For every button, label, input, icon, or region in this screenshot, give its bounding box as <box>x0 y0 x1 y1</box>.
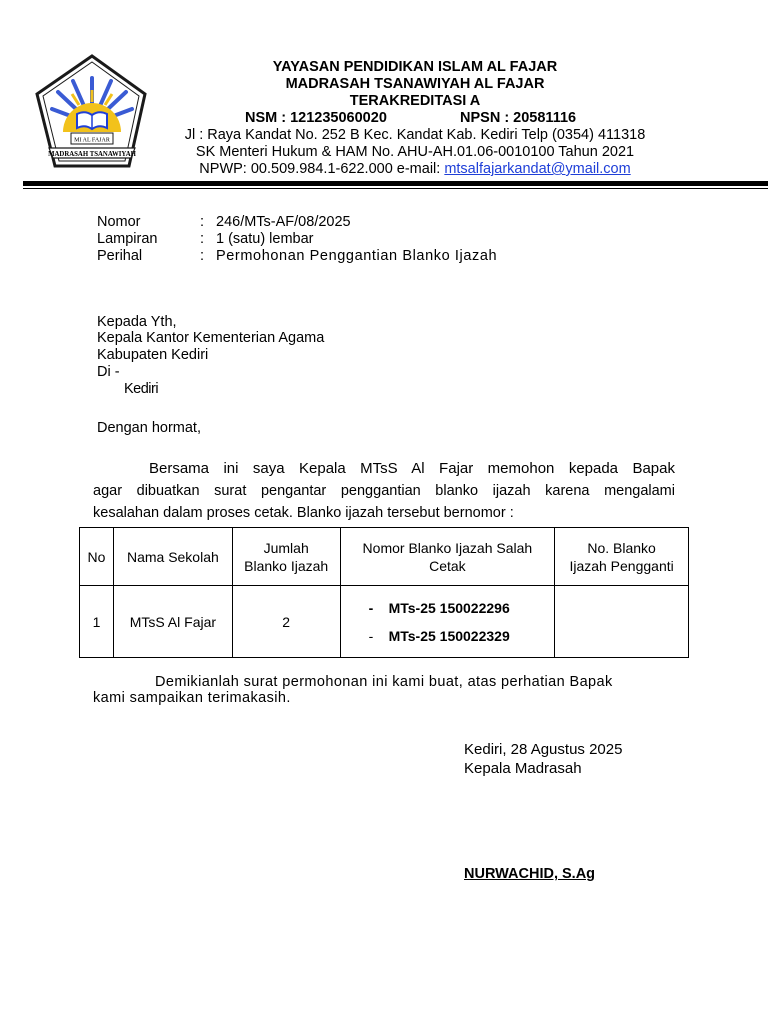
meta-perihal <box>97 248 497 264</box>
closing-line-1: Demikianlah surat permohonan ini kami buat, atas perhatian Bapak <box>155 674 613 690</box>
npwp-line <box>165 161 665 177</box>
header-repl-l1: No. Blanko <box>587 539 656 556</box>
logo-banner-text: MI AL FAJAR <box>74 137 110 144</box>
perihal-colon: : <box>200 248 205 264</box>
accreditation: TERAKREDITASI A <box>349 93 481 109</box>
row-count: 2 <box>232 586 340 658</box>
nomor-colon: : <box>200 214 205 230</box>
header-wrong-number <box>340 528 555 586</box>
recipient-di: Di - <box>97 364 120 380</box>
row-no: 1 <box>80 586 114 658</box>
npwp-text: NPWP: 00.509.984.1-622.000 e-mail: <box>199 161 445 177</box>
table-header-row <box>80 528 689 586</box>
recipient-title: Kepala Kantor Kementerian Agama <box>97 330 325 346</box>
blanko-table <box>79 527 689 658</box>
wrong-number-2-text: MTs-25 150022329 <box>388 627 510 644</box>
dash-2: - <box>368 627 374 644</box>
header-no: No <box>80 528 114 586</box>
lampiran-value: 1 (satu) lembar <box>216 231 314 247</box>
signer-name: NURWACHID, S.Ag <box>464 866 596 882</box>
recipient-salutation: Kepada Yth, <box>97 314 177 330</box>
sk-decree: SK Menteri Hukum & HAM No. AHU-AH.01.06-0010100 Tahun 2021 <box>195 144 635 160</box>
row-wrong-numbers <box>340 586 555 658</box>
recipient-city: Kediri <box>124 381 159 397</box>
wrong-number-1-text: MTs-25 150022296 <box>388 599 510 616</box>
recipient-region: Kabupaten Kediri <box>97 347 209 363</box>
header-count-l2: Blanko Ijazah <box>244 557 329 574</box>
body-line-3: kesalahan dalam proses cetak. Blanko ijazah tersebut bernomor : <box>93 505 514 521</box>
perihal-value: Permohonan Penggantian Blanko Ijazah <box>216 248 498 264</box>
header-divider <box>23 181 768 186</box>
nomor-value: 246/MTs-AF/08/2025 <box>216 214 351 230</box>
school-logo-emblem <box>33 52 151 172</box>
header-replacement <box>555 528 689 586</box>
lampiran-label: Lampiran <box>97 231 158 247</box>
row-school: MTsS Al Fajar <box>113 586 232 658</box>
header-repl-l2: Ijazah Pengganti <box>569 557 674 574</box>
wrong-number-2 <box>345 622 551 650</box>
header-count <box>232 528 340 586</box>
perihal-label: Perihal <box>97 248 143 264</box>
npsn-number: NPSN : 20581116 <box>460 110 577 126</box>
nsm-number: NSM : 121235060020 <box>245 110 387 126</box>
meta-nomor <box>97 214 351 230</box>
body-line-2: agar dibuatkan surat pengantar penggantian blanko ijazah karena mengalami <box>93 483 675 499</box>
closing-line-2: kami sampaikan terimakasih. <box>93 690 291 706</box>
header-wrong-l2: Cetak <box>429 557 466 574</box>
table-row <box>80 586 689 658</box>
logo-ribbon-text: MADRASAH TSANAWIYAH <box>48 151 136 158</box>
header-count-l1: Jumlah <box>263 539 309 556</box>
header-school: Nama Sekolah <box>113 528 232 586</box>
header-divider-thin <box>23 188 768 189</box>
row-replacement <box>555 586 689 658</box>
greeting: Dengan hormat, <box>97 420 201 436</box>
school-address: Jl : Raya Kandat No. 252 B Kec. Kandat Kab. Kediri Telp (0354) 411318 <box>184 127 646 143</box>
place-date: Kediri, 28 Agustus 2025 <box>464 741 623 758</box>
dash-1: - <box>368 599 374 616</box>
header-wrong-l1: Nomor Blanko Ijazah Salah <box>362 539 533 556</box>
nomor-label: Nomor <box>97 214 141 230</box>
signer-position: Kepala Madrasah <box>464 760 582 777</box>
email-link[interactable]: mtsalfajarkandat@ymail.com <box>444 161 631 177</box>
wrong-number-1 <box>345 594 551 622</box>
school-name: MADRASAH TSANAWIYAH AL FAJAR <box>285 76 545 92</box>
school-logo <box>33 52 151 172</box>
meta-lampiran <box>97 231 314 247</box>
foundation-name: YAYASAN PENDIDIKAN ISLAM AL FAJAR <box>272 59 558 75</box>
body-line-1: Bersama ini saya Kepala MTsS Al Fajar memohon kepada Bapak <box>149 460 675 477</box>
lampiran-colon: : <box>200 231 205 247</box>
